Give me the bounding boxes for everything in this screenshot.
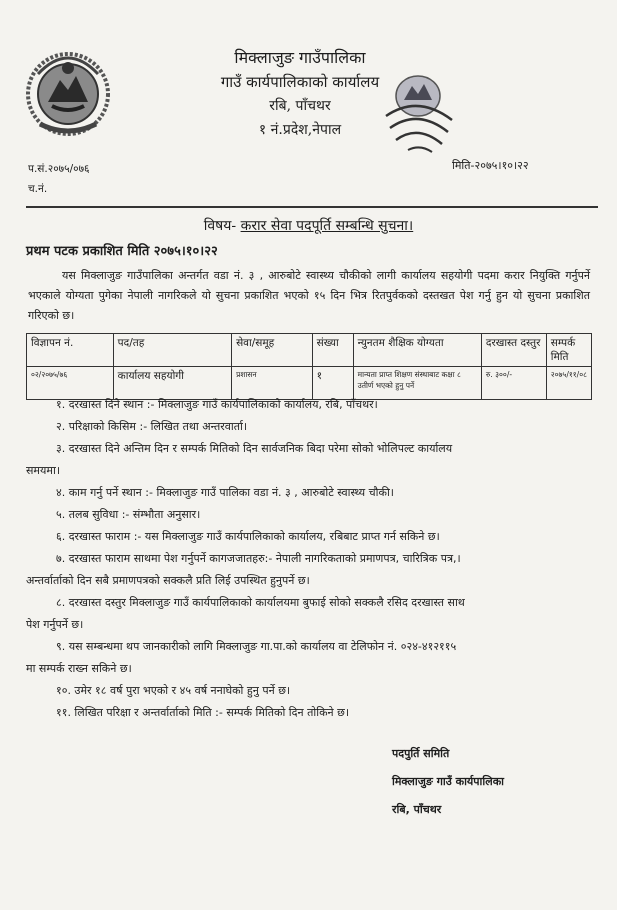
- header-office: गाउँ कार्यपालिकाको कार्यालय: [220, 73, 380, 91]
- list-item: ४. काम गर्नु पर्ने स्थान :- मिक्लाजुङ गाउँ पालिका वडा नं. ३ , आरुबोटे स्वास्थ्य चौकी।: [56, 486, 394, 499]
- list-item: १०. उमेर १८ वर्ष पुरा भएको र ४५ वर्ष ननाघेको हुनु पर्ने छ।: [56, 684, 291, 697]
- subject-text: करार सेवा पदपूर्ति सम्बन्धि सुचना।: [240, 218, 414, 234]
- list-item: ८. दरखास्त दस्तुर मिक्लाजुङ गाउँ कार्यपालिकाको कार्यालयमा बुफाई सोको सक्कलै रसिद दरखास्त साथ: [56, 596, 465, 609]
- table-header-cell: सम्पर्क मिति: [546, 334, 591, 367]
- table-header-cell: विज्ञापन नं.: [27, 334, 114, 367]
- cell-qualification: मान्यता प्राप्त शिक्षण संस्थाबाट कक्षा ८ उतीर्ण भएको हुनु पर्ने: [353, 367, 481, 400]
- government-emblem-icon: [20, 44, 116, 140]
- header-location: रबि, पाँचथर: [269, 98, 331, 114]
- cell-adv-no: ०२/२०७५/७६: [27, 367, 114, 400]
- notice-subject: [0, 216, 617, 235]
- cell-fee: रु. ३००/-: [481, 367, 546, 400]
- list-item: ६. दरखास्त फाराम :- यस मिक्लाजुङ गाउँ कार्यपालिकाको कार्यालय, रबिबाट प्राप्त गर्न सकिने छ।: [56, 530, 440, 543]
- list-item: ७. दरखास्त फाराम साथमा पेश गर्नुपर्ने कागजजातहरु:- नेपाली नागरिकताको प्रमाणपत्र, चारित्रिक पत्र,।: [56, 552, 461, 565]
- signature-office: मिक्लाजुङ गाउँ कार्यपालिका: [392, 775, 505, 788]
- table-header-cell: दरखास्त दस्तुर: [481, 334, 546, 367]
- signature-block: [392, 740, 504, 824]
- list-item: ५. तलब सुविधा :- संम्भौता अनुसार।: [56, 508, 201, 521]
- table-header-row: [27, 334, 592, 367]
- header-province: १ नं.प्रदेश,नेपाल: [258, 122, 342, 138]
- list-item: पेश गर्नुपर्ने छ।: [26, 618, 84, 631]
- subject-prefix: विषय-: [203, 218, 237, 234]
- list-item: २. परिक्षाको किसिम :- लिखित तथा अन्तरवार्ता।: [56, 420, 248, 433]
- table-header-cell: पद/तह: [113, 334, 231, 367]
- intro-paragraph: [28, 266, 590, 326]
- signature-committee: पदपुर्ति समिति: [392, 747, 450, 760]
- table-header-cell: न्युनतम शैक्षिक योग्यता: [353, 334, 481, 367]
- cell-count: १: [312, 367, 353, 400]
- conditions-list: [26, 394, 596, 724]
- header-divider: [26, 206, 598, 208]
- office-seal-icon: [380, 66, 456, 156]
- dispatch-number: च.नं.: [28, 183, 48, 195]
- table-header-cell: संख्या: [312, 334, 353, 367]
- list-item: ११. लिखित परिक्षा र अन्तर्वार्ताको मिति :- सम्पर्क मितिको दिन तोकिने छ।: [56, 706, 349, 719]
- table-header-cell: सेवा/समूह: [232, 334, 313, 367]
- header-municipality: मिक्लाजुङ गाउँपालिका: [234, 48, 366, 67]
- list-item: ३. दरखास्त दिने अन्तिम दिन र सम्पर्क मितिको दिन सार्वजनिक बिदा परेमा सोको भोलिपल्ट कार्यालय: [56, 442, 453, 455]
- cell-post: कार्यालय सहयोगी: [113, 367, 231, 400]
- reference-number: प.सं.२०७५/०७६: [28, 163, 90, 175]
- first-published-date: प्रथम पटक प्रकाशित मिति २०७५।१०।२२: [26, 244, 218, 259]
- signature-location: रबि, पाँचथर: [392, 803, 442, 816]
- list-item: ९. यस सम्बन्धमा थप जानकारीको लागि मिक्लाजुङ गा.पा.को कार्यालय वा टेलिफोन नं. ०२४-४१२११५: [56, 640, 457, 653]
- list-item: १. दरखास्त दिने स्थान :- मिक्लाजुङ गाउँ कार्यपालिकाको कार्यालय, रबि, पाँचथर।: [56, 398, 378, 411]
- intro-text: यस मिक्लाजुङ गाउँपालिका अन्तर्गत वडा नं. ३ , आरुबोटे स्वास्थ्य चौकीको लागी कार्यालय सहयोगी पदमा करार नियुक्ति गर्नुपर्ने भएकाले योग्यता पुगेका नेपाली नागरिकले यो सुचना प्रकाशित भएको १५ दिन भित्र रितपुर्वकको दस्तखत पेश गर्नु हुन यो सुचना प्रकाशित गरिएको छ।: [28, 269, 590, 322]
- cell-contact-date: २०७५/११/०८: [546, 367, 591, 400]
- list-item: समयमा।: [26, 464, 60, 477]
- vacancy-table: [26, 333, 592, 400]
- list-item: मा सम्पर्क राख्न सकिने छ।: [26, 662, 132, 675]
- notice-date: मिति-२०७५।१०।२२: [452, 159, 529, 172]
- cell-service: प्रशासन: [232, 367, 313, 400]
- list-item: अन्तर्वार्ताको दिन सबै प्रमाणपत्रको सक्कलै प्रति लिई उपस्थित हुनुपर्ने छ।: [26, 574, 310, 587]
